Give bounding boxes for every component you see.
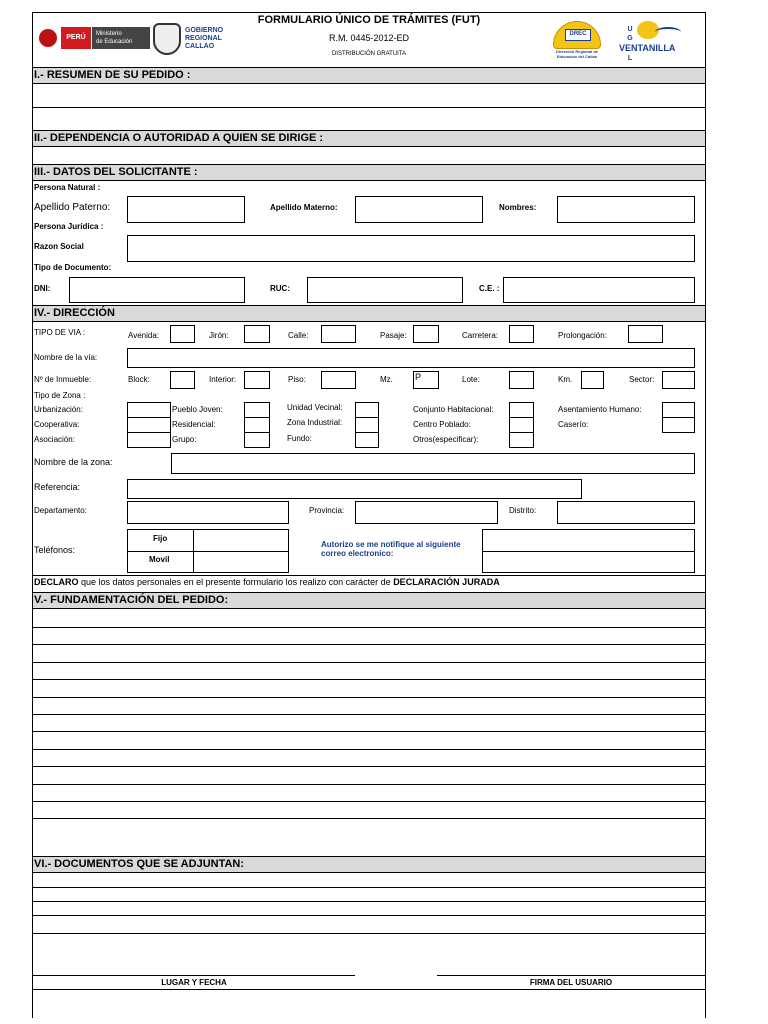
num-inmueble-label: Nº de Inmueble: — [34, 375, 92, 384]
piso-label: Piso: — [288, 375, 306, 384]
otros-label: Otros(especificar): — [413, 435, 479, 444]
calle-checkbox[interactable] — [321, 325, 356, 343]
ruled-line — [33, 749, 705, 750]
block-input[interactable] — [170, 371, 195, 389]
mz-value: P — [415, 372, 422, 382]
grupo-checkbox[interactable] — [244, 432, 270, 448]
ruled-line — [33, 697, 705, 698]
cooperativa-label: Cooperativa: — [34, 420, 80, 429]
ruled-line — [33, 714, 705, 715]
declaro-top-line — [33, 575, 705, 576]
logo-drec-sub-1: Dirección Regional de — [555, 49, 598, 54]
sector-input[interactable] — [662, 371, 695, 389]
ruled-line — [33, 627, 705, 628]
distrito-label: Distrito: — [509, 506, 537, 515]
asentamiento-humano-label: Asentamiento Humano: — [558, 405, 642, 414]
avenida-label: Avenida: — [128, 331, 159, 340]
centro-poblado-checkbox[interactable] — [509, 417, 534, 433]
resumen-line — [33, 107, 705, 108]
carretera-label: Carretera: — [462, 331, 499, 340]
nombre-zona-label: Nombre de la zona: — [34, 457, 113, 467]
interior-input[interactable] — [244, 371, 270, 389]
mz-input[interactable] — [413, 371, 439, 389]
declaro-lead: DECLARO — [34, 577, 79, 587]
dni-input[interactable] — [69, 277, 245, 303]
km-input[interactable] — [581, 371, 604, 389]
ruled-line — [33, 801, 705, 802]
ugel-letter-u: U — [627, 26, 633, 33]
logo-gob-1: GOBIERNO — [185, 27, 224, 34]
departamento-label: Departamento: — [34, 506, 87, 515]
residencial-checkbox[interactable] — [244, 417, 270, 433]
caserio-label: Caserío: — [558, 420, 589, 429]
dni-label: DNI: — [34, 284, 51, 293]
tipo-via-label: TIPO DE VIA : — [34, 328, 86, 337]
asociacion-label: Asociación: — [34, 435, 75, 444]
telefono-fijo-input[interactable] — [194, 530, 288, 551]
provincia-label: Provincia: — [309, 506, 345, 515]
lugar-fecha-label: LUGAR Y FECHA — [161, 978, 227, 987]
nombres-label: Nombres: — [499, 203, 537, 212]
km-label: Km. — [558, 375, 573, 384]
referencia-input[interactable] — [127, 479, 582, 499]
prolongacion-label: Prolongación: — [558, 331, 607, 340]
urbanizacion-label: Urbanización: — [34, 405, 83, 414]
ruled-line — [33, 731, 705, 732]
apellido-paterno-input[interactable] — [127, 196, 245, 223]
telefono-movil-input[interactable] — [194, 552, 288, 572]
ugel-letter-l: L — [627, 55, 633, 62]
pasaje-checkbox[interactable] — [413, 325, 439, 343]
pasaje-label: Pasaje: — [380, 331, 407, 340]
provincia-input[interactable] — [355, 501, 498, 524]
ruled-line — [33, 662, 705, 663]
jiron-checkbox[interactable] — [244, 325, 270, 343]
persona-natural-label: Persona Natural : — [34, 183, 101, 192]
cooperativa-checkbox[interactable] — [127, 417, 171, 433]
calle-label: Calle: — [288, 331, 309, 340]
autorizo-line-2: correo electronico: — [321, 549, 394, 558]
ugel-letter-g: G — [627, 35, 633, 42]
asentamiento-humano-checkbox[interactable] — [662, 402, 695, 418]
logo-minedu-1: Ministerio — [96, 31, 122, 37]
prolongacion-checkbox[interactable] — [628, 325, 663, 343]
urbanizacion-checkbox[interactable] — [127, 402, 171, 418]
tipo-documento-label: Tipo de Documento: — [34, 263, 112, 272]
centro-poblado-label: Centro Poblado: — [413, 420, 471, 429]
ruled-line — [33, 901, 705, 902]
ruled-line — [33, 766, 705, 767]
ruled-line — [33, 679, 705, 680]
section-direccion: IV.- DIRECCIÓN — [33, 305, 705, 322]
firma-label: FIRMA DEL USUARIO — [529, 978, 613, 987]
logo-drec-sub-2: Educación del Callao — [556, 54, 598, 59]
razon-social-label: Razon Social — [34, 242, 84, 251]
declaro-text: que los datos personales en el presente formulario los realizo con carácter de — [78, 577, 394, 587]
referencia-label: Referencia: — [34, 482, 81, 492]
nombres-input[interactable] — [557, 196, 695, 223]
pueblo-joven-checkbox[interactable] — [244, 402, 270, 418]
logo-ugel — [619, 19, 685, 69]
lote-label: Lote: — [462, 375, 480, 384]
carretera-checkbox[interactable] — [509, 325, 534, 343]
ruled-line — [33, 784, 705, 785]
fut-form — [32, 12, 706, 1018]
form-distribution: DISTRIBUCIÓN GRATUITA — [331, 51, 407, 57]
section-resumen: I.- RESUMEN DE SU PEDIDO : — [33, 67, 705, 84]
declaro-tail: DECLARACIÓN JURADA — [393, 577, 500, 587]
form-resolution: R.M. 0445-2012-ED — [328, 33, 410, 43]
nombre-zona-input[interactable] — [171, 453, 695, 474]
nombre-via-label: Nombre de la vía: — [34, 353, 98, 362]
block-label: Block: — [128, 375, 150, 384]
jiron-label: Jirón: — [209, 331, 229, 340]
logo-peru-label: PERÚ — [61, 27, 91, 49]
conjunto-habitacional-checkbox[interactable] — [509, 402, 534, 418]
section-dependencia: II.- DEPENDENCIA O AUTORIDAD A QUIEN SE DIRIGE : — [33, 130, 705, 147]
ruled-line — [33, 818, 705, 819]
nombre-via-input[interactable] — [127, 348, 695, 368]
razon-social-input[interactable] — [127, 235, 695, 262]
fundo-checkbox[interactable] — [355, 432, 379, 448]
residencial-label: Residencial: — [172, 420, 216, 429]
fundo-label: Fundo: — [287, 434, 312, 443]
ruled-line — [33, 887, 705, 888]
movil-label: Movil — [149, 555, 170, 564]
mz-label: Mz. — [380, 375, 393, 384]
logo-minedu-2: de Educación — [96, 39, 133, 45]
section-fundamentacion: V.- FUNDAMENTACIÓN DEL PEDIDO: — [33, 592, 705, 609]
zona-industrial-label: Zona Industrial: — [287, 418, 343, 427]
lote-input[interactable] — [509, 371, 534, 389]
grupo-label: Grupo: — [172, 435, 197, 444]
logo-drec-label: DREC — [565, 29, 591, 41]
otros-checkbox[interactable] — [509, 432, 534, 448]
asociacion-checkbox[interactable] — [127, 432, 171, 448]
sector-label: Sector: — [629, 375, 655, 384]
interior-label: Interior: — [209, 375, 237, 384]
conjunto-habitacional-label: Conjunto Habitacional: — [413, 405, 494, 414]
telefonos-label: Teléfonos: — [34, 545, 76, 555]
lugar-fecha-line — [33, 975, 355, 976]
ruc-input[interactable] — [307, 277, 463, 303]
pueblo-joven-label: Pueblo Joven: — [172, 405, 223, 414]
apellido-materno-label: Apellido Materno: — [270, 203, 338, 212]
ruled-line — [33, 933, 705, 934]
dependencia-field[interactable] — [33, 148, 705, 164]
wave-icon — [655, 27, 681, 37]
persona-juridica-label: Persona Jurídica : — [34, 222, 104, 231]
section-documentos: VI.- DOCUMENTOS QUE SE ADJUNTAN: — [33, 856, 705, 873]
section-solicitante: III.- DATOS DEL SOLICITANTE : — [33, 164, 705, 181]
logo-gob-2: REGIONAL — [185, 35, 222, 42]
logo-gob-3: CALLAO — [185, 43, 215, 50]
logo-drec — [547, 21, 607, 61]
ruc-label: RUC: — [270, 284, 290, 293]
resumen-field[interactable] — [33, 86, 705, 107]
departamento-input[interactable] — [127, 501, 289, 524]
caserio-checkbox[interactable] — [662, 417, 695, 433]
distrito-input[interactable] — [557, 501, 695, 524]
footer-bottom-line — [33, 989, 705, 990]
form-title: FORMULARIO ÚNICO DE TRÁMITES (FUT) — [257, 14, 481, 26]
avenida-checkbox[interactable] — [170, 325, 195, 343]
ugel-name: VENTANILLA — [619, 43, 676, 53]
ce-label: C.E. : — [479, 284, 500, 293]
declaro-statement — [34, 577, 500, 588]
piso-input[interactable] — [321, 371, 356, 389]
zona-industrial-checkbox[interactable] — [355, 417, 379, 433]
unidad-vecinal-label: Unidad Vecinal: — [287, 403, 343, 412]
ce-input[interactable] — [503, 277, 695, 303]
firma-line — [437, 975, 705, 976]
tipo-zona-label: Tipo de Zona : — [34, 391, 86, 400]
unidad-vecinal-checkbox[interactable] — [355, 402, 379, 418]
apellido-materno-input[interactable] — [355, 196, 483, 223]
fijo-label: Fijo — [153, 534, 168, 543]
ruled-line — [33, 644, 705, 645]
autorizo-line-1: Autorizo se me notifique al siguiente — [321, 540, 461, 549]
apellido-paterno-label: Apellido Paterno: — [34, 202, 111, 213]
correo-divider — [482, 551, 695, 552]
ruled-line — [33, 915, 705, 916]
